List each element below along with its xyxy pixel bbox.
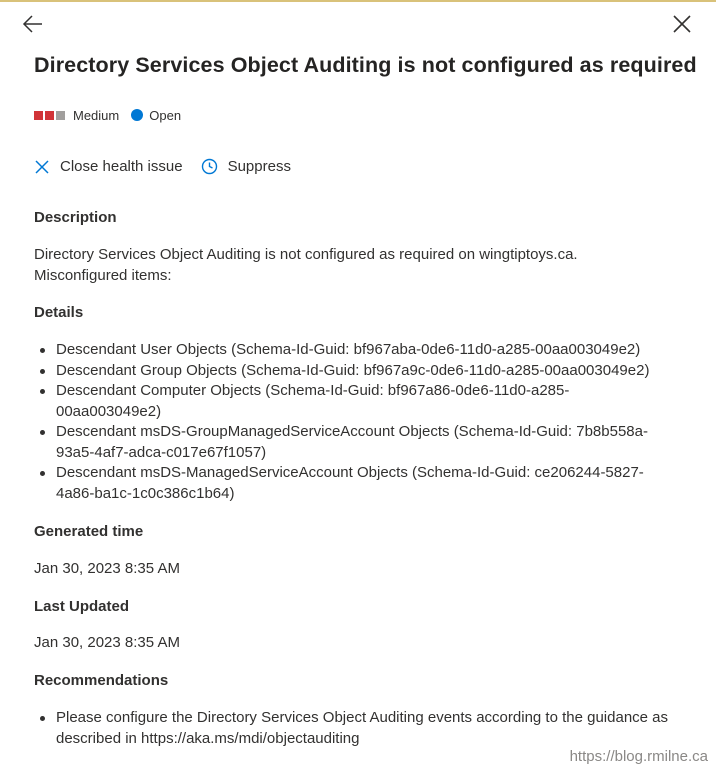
status-label: Open	[149, 107, 182, 123]
action-bar	[34, 158, 291, 175]
severity-label: Medium	[73, 107, 120, 123]
window-top-border	[0, 0, 716, 2]
details-list-item: Descendant Group Objects (Schema-Id-Guid: bf967a9c-0de6-11d0-a285-00aa003049e2)	[34, 361, 674, 382]
status-dot-icon	[131, 109, 143, 121]
recommendation-item: Please configure the Directory Services Object Auditing events according to the guidance as described in https://aka.ms/mdi/objectauditing	[34, 708, 674, 749]
severity-status-row	[34, 106, 181, 124]
details-list-item: Descendant msDS-GroupManagedServiceAccount Objects (Schema-Id-Guid: 7b8b558a-93a5-4af7-adca-c017e67f1057)	[34, 422, 674, 463]
panel-title: Directory Services Object Auditing is not configured as required	[34, 53, 697, 77]
close-health-issue-label: Close health issue	[60, 158, 183, 175]
description-line-1: Directory Services Object Auditing is not configured as required on wingtiptoys.ca.	[34, 246, 578, 263]
details-heading: Details	[34, 304, 84, 321]
details-list-item: Descendant msDS-ManagedServiceAccount Objects (Schema-Id-Guid: ce206244-5827-4a86-ba1c-1c0c386c1b64)	[34, 463, 674, 504]
suppress-button[interactable]	[201, 158, 291, 175]
close-health-issue-button[interactable]	[34, 158, 183, 175]
description-line-2: Misconfigured items:	[34, 266, 172, 284]
recommendations-list	[34, 708, 674, 749]
generated-time-value: Jan 30, 2023 8:35 AM	[34, 560, 180, 577]
last-updated-value: Jan 30, 2023 8:35 AM	[34, 634, 180, 651]
recommendations-heading: Recommendations	[34, 672, 169, 689]
severity-bars-icon	[34, 111, 65, 120]
x-icon	[34, 159, 50, 175]
back-arrow-icon[interactable]	[22, 13, 44, 35]
clock-icon	[201, 158, 218, 175]
last-updated-heading: Last Updated	[34, 598, 130, 615]
description-text	[34, 245, 674, 286]
generated-time-heading: Generated time	[34, 523, 144, 540]
blog-watermark: https://blog.rmilne.ca	[569, 748, 708, 765]
close-panel-icon[interactable]	[671, 13, 693, 35]
details-list-item: Descendant User Objects (Schema-Id-Guid: bf967aba-0de6-11d0-a285-00aa003049e2)	[34, 340, 674, 361]
details-list-item: Descendant Computer Objects (Schema-Id-Guid: bf967a86-0de6-11d0-a285-00aa003049e2)	[34, 381, 674, 422]
description-heading: Description	[34, 209, 117, 226]
details-list	[34, 340, 674, 504]
suppress-label: Suppress	[227, 158, 291, 175]
